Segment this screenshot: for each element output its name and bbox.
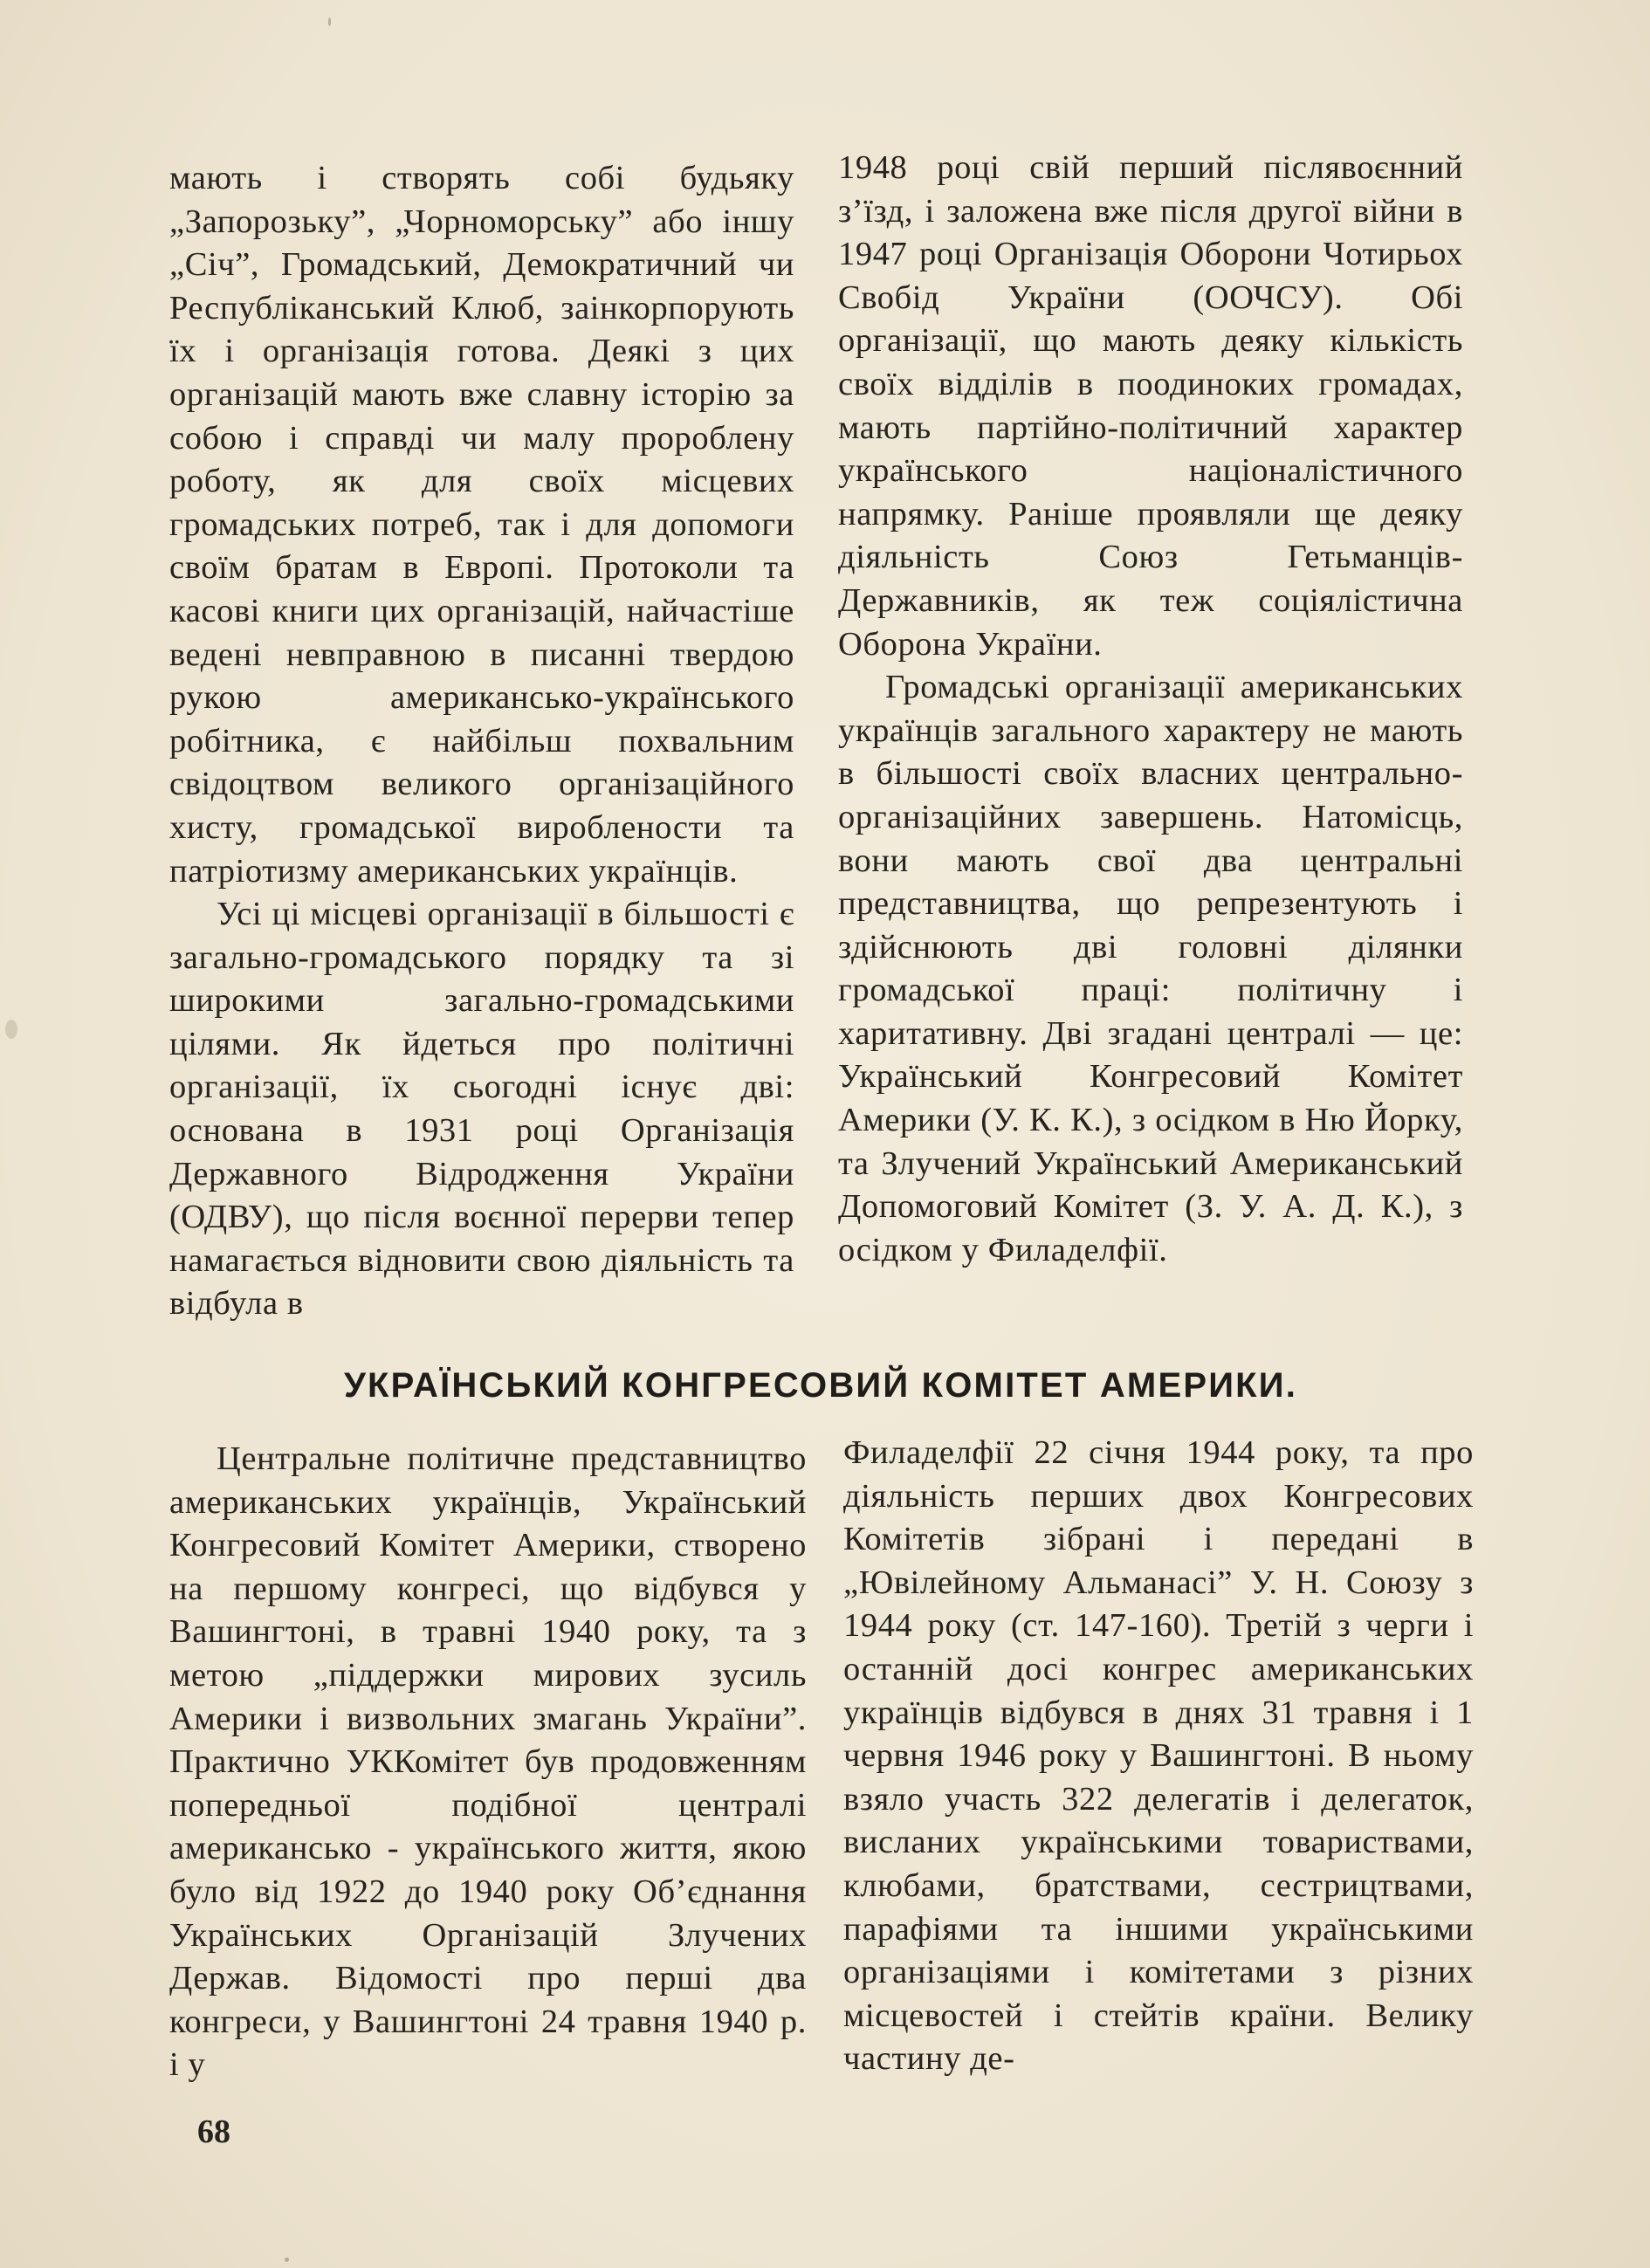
section-heading: УКРАЇНСЬКИЙ КОНГРЕСОВИЙ КОМІТЕТ АМЕРИКИ.: [343, 1366, 1298, 1405]
paper-speck: [285, 2258, 289, 2262]
paper-speck: [328, 17, 331, 26]
top-right-column: [838, 147, 1463, 1272]
paper-speck: [5, 1020, 17, 1039]
page-number: 68: [197, 2113, 230, 2150]
paragraph: мають і створять собі будьяку „Запорозьку”, „Чорноморську” або іншу „Січ”, Громадський, Демократичний чи Республіканський Клюб, заінкорпорують їх і організація готова. Деякі з цих організацій мають вже славну історію за собою і справді чи малу пророблену роботу, як для своїх місцевих громадських потреб, так і для допомоги своїм братам в Европі. Протоколи та касові книги цих організацій, найчастіше ведені невправною в писанні твердою рукою американсько-українського робітника, є найбільш похвальним свідоцтвом великого організаційного хисту, громадської вироблености та патріотизму американських українців.: [169, 160, 794, 890]
paragraph: Усі ці місцеві організації в більшості є загально-громадського порядку та зі широкими загально-громадськими цілями. Як йдеться про політичні організації, їх сьогодні існує дві: основана в 1931 році Організація Державного Відродження України (ОДВУ), що після воєнної перерви тепер намагається відновити свою діяльність та відбула в: [169, 896, 794, 1323]
paragraph: 1948 році свій перший післявоєнний з’їзд, і заложена вже після другої війни в 1947 році Організація Оборони Чотирьох Свобід України (ООЧСУ). Обі організації, що мають деяку кількість своїх відділів в поодиноких громадах, мають партійно-політичний характер українського націоналістичного напрямку. Раніше проявляли ще деяку діяльність Союз Гетьманців-Державників, як теж соціялістична Оборона України.: [838, 149, 1463, 663]
bottom-left-column: [169, 1438, 807, 2087]
paragraph: Громадські організації американських українців загального характеру не мають в більшості своїх власних центрально-організаційних завершень. Натомісць, вони мають свої два центральні представництва, що репрезентують і здійснюють дві головні ділянки громадської праці: політичну і харитативну. Дві згадані централі — це: Український Конгресовий Комітет Америки (У. К. К.), з осідком в Ню Йорку, та Злучений Український Американський Допомоговий Комітет (З. У. А. Д. К.), з осідком у Филаделфії.: [838, 669, 1463, 1268]
bottom-right-column: [843, 1432, 1474, 2081]
paragraph: Филаделфії 22 січня 1944 року, та про діяльність перших двох Конгресових Комітетів зібрані і передані в „Ювілейному Альманасі” У. Н. Союзу з 1944 року (ст. 147-160). Третій з черги і останній досі конгрес американських українців відбувся в днях 31 травня і 1 червня 1946 року у Вашингтоні. В ньому взяло участь 322 делегатів і делегаток, висланих українськими товариствами, клюбами, братствами, сестрицтвами, парафіями та іншими українськими організаціями і комітетами з різних місцевостей і стейтів країни. Велику частину де-: [843, 1434, 1474, 2078]
top-left-column: [169, 157, 794, 1326]
paragraph: Центральне політичне представництво американських українців, Український Конгресовий Комітет Америки, створено на першому конгресі, що відбувся у Вашингтоні, в травні 1940 року, та з метою „піддержки мирових зусиль Америки і визвольних змагань України”. Практично УККомітет був продовженням попередньої подібної централі американсько - українського життя, якою було від 1922 до 1940 року Об’єднання Українських Організацій Злучених Держав. Відомості про перші два конгреси, у Вашингтоні 24 травня 1940 р. і у: [169, 1440, 807, 2084]
